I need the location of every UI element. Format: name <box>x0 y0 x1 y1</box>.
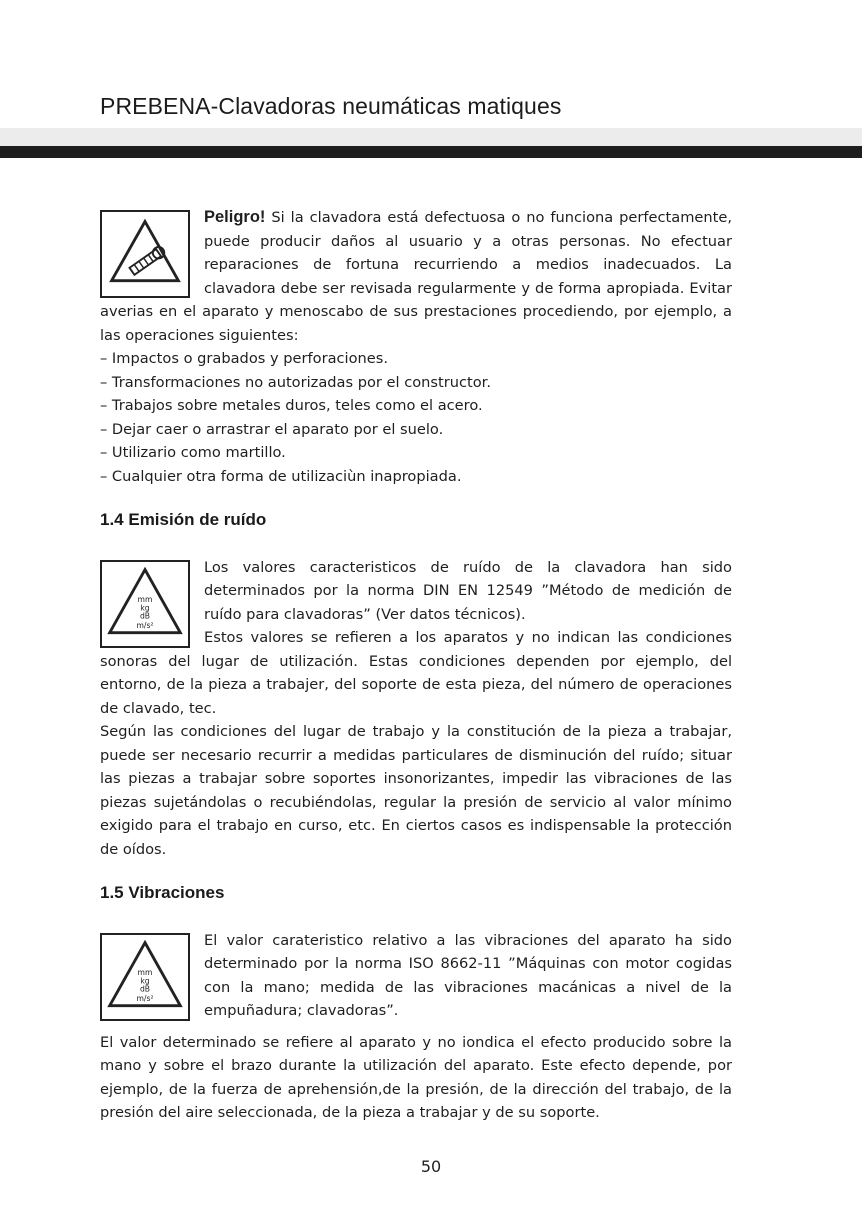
noise-section <box>100 556 732 862</box>
list-item: – Utilizario como martillo. <box>100 444 286 461</box>
icon-label-mm: mm <box>137 594 153 604</box>
icon-label-ms2: m/s² <box>136 993 154 1003</box>
warning-lead: Peligro! <box>204 208 266 226</box>
warning-paragraph <box>100 206 732 347</box>
warning-text: Si la clavadora está defectuosa o no funciona perfectamente, puede producir daños al usuario y a otras personas. No efectuar reparaciones de fortuna recurriendo a medios inadecuados. La clavadora debe ser revisada regularmente y de forma apropiada. Evitar averias en el aparato y menoscabo de sus prestaciones procediendo, por ejemplo, a las operaciones siguientes: <box>100 209 733 344</box>
list-item: – Impactos o grabados y perforaciones. <box>100 350 388 367</box>
list-item: – Cualquier otra forma de utilizaciùn inapropiada. <box>100 467 462 485</box>
vibration-paragraph-2: El valor determinado se refiere al aparato y no iondica el efecto producido sobre la mano y sobre el brazo durante la utilización del aparato. Este efecto depende, por ejemplo, de la fuerza de aprehensión,de la presión, de la dirección del trabajo, de la presión del aire seleccionada, de la pieza a trabajar y de su soporte. <box>100 1033 732 1121</box>
noise-paragraph-1: Los valores caracteristicos de ruído de la clavadora han sido determinados por la norma DIN EN 12549 ”Método de medición de ruído para clavadoras” (Ver datos técnicos). <box>204 558 732 623</box>
vibration-heading: 1.5 Vibraciones <box>100 883 225 902</box>
list-item: – Dejar caer o arrastrar el aparato por el suelo. <box>100 420 444 438</box>
noise-heading: 1.4 Emisión de ruído <box>100 510 267 529</box>
measurement-warning-icon <box>100 560 190 648</box>
vibration-paragraph-1: El valor carateristico relativo a las vibraciones del aparato ha sido determinado por la norma ISO 8662-11 ”Máquinas con motor cogidas con la mano; medida de las vibraciones macánicas a nivel de la empuñadura; clavadoras”. <box>204 931 732 1019</box>
page-content <box>100 206 732 1125</box>
list-item: – Trabajos sobre metales duros, teles como el acero. <box>100 397 483 414</box>
vibration-section <box>100 929 732 1125</box>
header-rule-light <box>0 128 862 146</box>
icon-label-ms2: m/s² <box>136 620 154 630</box>
danger-nail-icon <box>100 210 190 298</box>
icon-label-kg: kg <box>140 976 150 986</box>
icon-label-db: dB <box>139 610 151 620</box>
warning-section <box>100 206 732 488</box>
header-rule-dark <box>0 146 862 158</box>
noise-paragraph-3: Según las condiciones del lugar de trabajo y la constitución de la pieza a trabajar, puede ser necesario recurrir a medidas particulares de disminución del ruído; situar las piezas a trabajar sobre soportes insonorizantes, impedir las vibraciones de las piezas sujetándolas o recubiéndolas, regular la presión de servicio al valor mínimo exigido para el trabajo en curso, etc. En ciertos casos es indispensable la protección de oídos. <box>100 723 732 858</box>
list-item: – Transformaciones no autorizadas por el constructor. <box>100 373 491 391</box>
page-number: 50 <box>420 1157 442 1176</box>
measurement-warning-icon <box>100 933 190 1021</box>
noise-paragraph-2: Estos valores se refieren a los aparatos y no indican las condiciones sonoras del lugar de utilización. Estas condiciones dependen por ejemplo, del entorno, de la pieza a trabajer, del soporte de esta pieza, del número de operaciones de clavado, tec. <box>100 629 732 717</box>
page-header-title: PREBENA-Clavadoras neumáticas matiques <box>100 93 562 119</box>
icon-label-db: dB <box>139 983 151 993</box>
warning-list <box>100 347 732 488</box>
icon-label-mm: mm <box>137 967 153 977</box>
icon-label-kg: kg <box>140 603 150 613</box>
